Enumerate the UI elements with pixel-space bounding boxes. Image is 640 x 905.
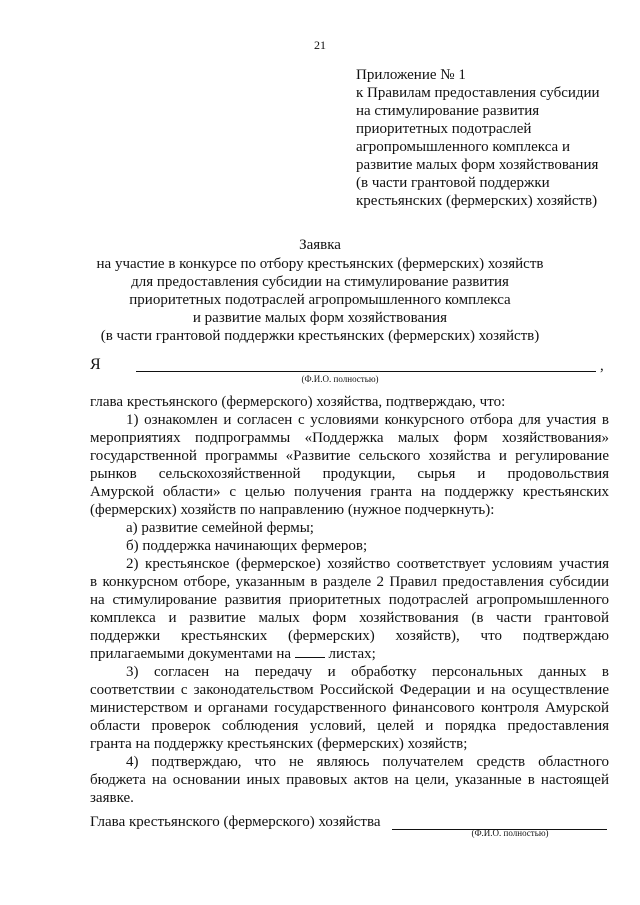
applicant-name-field[interactable]	[136, 371, 596, 372]
item2-line: в конкурсном отборе, указанным в разделе 2 Правил предоставления субсидии	[90, 574, 609, 590]
subtitle-line: приоритетных подотраслей агропромышленного комплекса	[129, 292, 511, 308]
item2-last-prefix: прилагаемыми документами на	[90, 646, 292, 662]
document-title: Заявка	[299, 237, 341, 253]
item1-line: государственной программы «Развитие сельского хозяйства и регулирование	[90, 448, 609, 464]
item4-line: 4) подтверждаю, что не являюсь получателем средств областного	[126, 754, 609, 770]
appendix-line: крестьянских (фермерских) хозяйств)	[356, 193, 598, 209]
intro-line: глава крестьянского (фермерского) хозяйства, подтверждаю, что:	[90, 394, 506, 410]
signature-caption: (Ф.И.О. полностью)	[471, 828, 549, 838]
item2-line: на стимулирование развития приоритетных подотраслей агропромышленного	[90, 592, 609, 608]
item3-line: области проверок соблюдения условий, целей и порядка предоставления	[90, 718, 609, 734]
item4-last-line: заявке.	[90, 790, 134, 806]
item2-line: поддержки крестьянских (фермерских) хозяйств), что подтверждаю	[90, 628, 609, 644]
subtitle-line: (в части грантовой поддержки крестьянских (фермерских) хозяйств)	[100, 328, 540, 344]
subtitle-line: для предоставления субсидии на стимулирование развития	[131, 274, 509, 290]
applicant-caption: (Ф.И.О. полностью)	[301, 374, 379, 384]
item3-line: 3) согласен на передачу и обработку персональных данных в	[126, 664, 609, 680]
item3-line: министерством и органами государственного финансового контроля Амурской	[90, 700, 609, 716]
subtitle-line: на участие в конкурсе по отбору крестьянских (фермерских) хозяйств	[96, 256, 544, 272]
page-number: 21	[314, 38, 326, 52]
appendix-line: (в части грантовой поддержки	[356, 175, 550, 191]
signature-label: Глава крестьянского (фермерского) хозяйства	[90, 814, 381, 830]
item1-line: 1) ознакомлен и согласен с условиями конкурсного отбора для участия в	[126, 412, 609, 428]
body-text	[90, 393, 609, 807]
appendix-line: Приложение № 1	[356, 67, 466, 83]
document-subtitle	[60, 255, 580, 345]
appendix-block	[356, 66, 626, 210]
item1-line: рынков сельскохозяйственной продукции, сырья и продовольствия	[90, 466, 609, 482]
appendix-line: агропромышленного комплекса и	[356, 139, 570, 155]
item3-line: соответствии с законодательством Российской Федерации и на осуществление	[90, 682, 609, 698]
appendix-line: развитие малых форм хозяйствования	[356, 157, 599, 173]
applicant-suffix: ,	[600, 358, 604, 374]
item1-line: Амурской области» с целью получения гранта на поддержку крестьянских	[90, 484, 609, 500]
appendix-line: приоритетных подотраслей	[356, 121, 532, 137]
item2-line: 2) крестьянское (фермерское) хозяйство соответствует условиям участия	[126, 556, 609, 572]
item1-line: мероприятиях подпрограммы «Поддержка малых форм хозяйствования»	[90, 430, 609, 446]
option-a: а) развитие семейной фермы;	[126, 520, 314, 536]
appendix-line: на стимулирование развития	[356, 103, 540, 119]
option-b: б) поддержка начинающих фермеров;	[126, 538, 368, 554]
appendix-line: к Правилам предоставления субсидии	[356, 85, 600, 101]
item4-line: бюджета на основании иных правовых актов на цели, указанные в настоящей	[90, 772, 609, 788]
item2-last-suffix: листах;	[328, 646, 376, 662]
item1-line: (фермерских) хозяйств по направлению (нужное подчеркнуть):	[90, 502, 495, 518]
sheets-count-field[interactable]	[295, 645, 325, 658]
subtitle-line: и развитие малых форм хозяйствования	[192, 310, 448, 326]
item2-last-line	[90, 645, 609, 663]
item2-line: комплекса и развитие малых форм хозяйствования (в части грантовой	[90, 610, 609, 626]
applicant-prefix: Я	[90, 356, 101, 373]
item3-last-line: гранта на поддержку крестьянских (фермерских) хозяйств;	[90, 736, 468, 752]
